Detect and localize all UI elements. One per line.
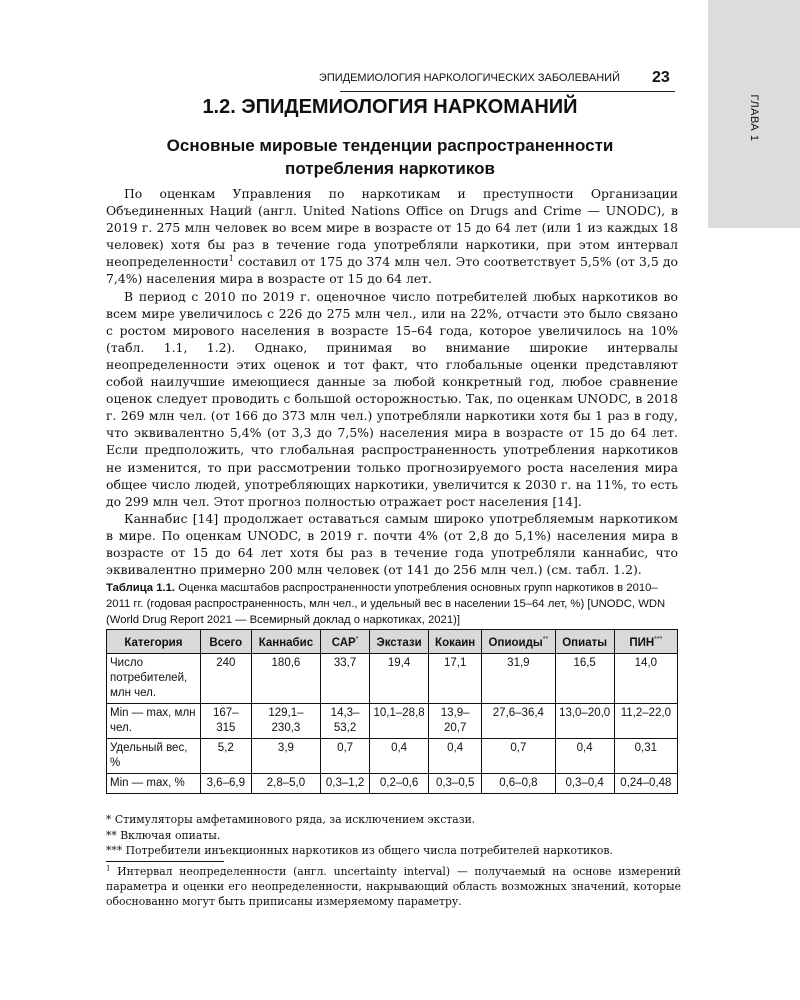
paragraph-1-part-b: составил от 175 до 374 млн чел. Это соответствует 5,5% (от 3,5 до 7,4%) населения мира в возрасте от 15 до 64 лет.	[106, 254, 678, 287]
paragraph-1-part-a: По оценкам Управления по наркотикам и преступности Организации Объединенных Наций (англ. United Nations Office on Drugs and Crime — UNODC), в 2019 г. 275 млн человек во всем мире в возрасте от 15 до 64 лет (или 1 из каждых 18 человек) хотя бы раз в течение года употребляли наркотики, при этом интервал неопределенности	[106, 186, 678, 270]
table-cell: 33,7	[321, 653, 370, 703]
row-label: Число потребителей, млн чел.	[107, 653, 201, 703]
table-cell: 0,31	[614, 738, 677, 773]
table-cell: 13,0–20,0	[555, 703, 614, 738]
column-header: Кокаин	[429, 630, 482, 654]
column-header: Экстази	[370, 630, 429, 654]
header-rule	[340, 91, 675, 92]
row-label: Min — max, млн чел.	[107, 703, 201, 738]
table-cell: 13,9–20,7	[429, 703, 482, 738]
table-cell: 0,6–0,8	[482, 773, 555, 793]
running-title: ЭПИДЕМИОЛОГИЯ НАРКОЛОГИЧЕСКИХ ЗАБОЛЕВАНИЙ	[318, 72, 620, 84]
table-cell: 14,3–53,2	[321, 703, 370, 738]
subsection-title: Основные мировые тенденции распространенности потребления наркотиков	[166, 136, 614, 178]
table-row	[107, 653, 678, 703]
table-note: * Стимуляторы амфетаминового ряда, за исключением экстази.	[106, 813, 476, 826]
column-header: Опиоиды**	[482, 630, 555, 654]
table-cell: 129,1–230,3	[251, 703, 320, 738]
table-cell: 14,0	[614, 653, 677, 703]
table-row	[107, 773, 678, 793]
table-cell: 2,8–5,0	[251, 773, 320, 793]
table-caption-label: Таблица 1.1.	[106, 582, 176, 594]
footnote	[106, 864, 681, 909]
footnote-rule	[106, 861, 224, 862]
table-cell: 0,4	[429, 738, 482, 773]
data-table	[106, 629, 678, 794]
table-cell: 167–315	[200, 703, 251, 738]
table-cell: 10,1–28,8	[370, 703, 429, 738]
table-cell: 0,3–0,4	[555, 773, 614, 793]
body-text	[106, 185, 678, 578]
table-row	[107, 738, 678, 773]
table-cell: 0,4	[370, 738, 429, 773]
table-cell: 0,3–0,5	[429, 773, 482, 793]
table-cell: 0,4	[555, 738, 614, 773]
table-cell: 17,1	[429, 653, 482, 703]
column-header: Каннабис	[251, 630, 320, 654]
paragraph-2: В период с 2010 по 2019 г. оценочное число потребителей любых наркотиков во всем мире увеличилось с 226 до 275 млн чел., или на 22%, отчасти это было связано с ростом мирового населения в возрасте 15–64 года, которое увеличилось на 10% (табл. 1.1, 1.2). Однако, принимая во внимание широкие интервалы неопределенности этих оценок и тот факт, что глобальные оценки представляют собой наилучшие имеющиеся данные за любой конкретный год, любое сравнение оценок следует проводить с большой осторожностью. Так, по оценкам UNODC, в 2018 г. 269 млн чел. (от 166 до 373 млн чел.) употребляли наркотики хотя бы 1 раз в году, что эквивалентно 5,4% (от 3,3 до 7,5%) населения мира в возрасте от 15 до 64 лет. Если предположить, что глобальная распространенность употребления наркотиков не изменится, то при рассмотрении только прогнозируемого роста населения мира общее число людей, употребляющих наркотики, увеличится к 2030 г. на 11%, то есть до 299 млн чел. Этот прогноз полностью отражает рост населения [14].	[106, 288, 678, 509]
table-header-row	[107, 630, 678, 654]
table-cell: 0,2–0,6	[370, 773, 429, 793]
paragraph-3: Каннабис [14] продолжает оставаться самым широко употребляемым наркотиком в мире. По оценкам UNODC, в 2019 г. почти 4% (от 2,8 до 5,1%) населения мира в возрасте от 15 до 64 лет хотя бы раз в течение года употребляли каннабис, что эквивалентно примерно 200 млн человек (от 141 до 256 млн чел.) (см. табл. 1.2).	[106, 510, 678, 578]
table-cell: 31,9	[482, 653, 555, 703]
column-header: САР*	[321, 630, 370, 654]
column-header: Всего	[200, 630, 251, 654]
row-label: Min — max, %	[107, 773, 201, 793]
table-caption-text: Оценка масштабов распространенности употребления основных групп наркотиков в 2010–2011 гг. (годовая распространенность, млн чел., и удельный вес в населении 15–64 лет, %) [UNODC, WDN (World Drug Report 2021 — Всемирный доклад о наркотиках, 2021)]	[106, 582, 666, 626]
column-header: ПИН***	[614, 630, 677, 654]
section-title: 1.2. ЭПИДЕМИОЛОГИЯ НАРКОМАНИЙ	[202, 96, 578, 118]
table-cell: 0,24–0,48	[614, 773, 677, 793]
table-cell: 16,5	[555, 653, 614, 703]
table-row	[107, 703, 678, 738]
footnote-text: Интервал неопределенности (англ. uncertainty interval) — получаемый на основе измерений параметра и оценки его неопределенности, накрывающий область возможных значений, которые обоснованно могут быть приписаны измеряемому параметру.	[106, 865, 681, 908]
table-cell: 27,6–36,4	[482, 703, 555, 738]
table-notes	[106, 812, 681, 859]
chapter-side-tab	[708, 0, 800, 228]
table-cell: 3,6–6,9	[200, 773, 251, 793]
table-cell: 240	[200, 653, 251, 703]
footnote-ref: 1	[228, 254, 234, 264]
table-cell: 0,3–1,2	[321, 773, 370, 793]
table-cell: 0,7	[321, 738, 370, 773]
table-caption	[106, 580, 681, 628]
row-label: Удельный вес, %	[107, 738, 201, 773]
page-number: 23	[652, 69, 670, 86]
column-header: Опиаты	[555, 630, 614, 654]
table-cell: 11,2–22,0	[614, 703, 677, 738]
column-header: Категория	[107, 630, 201, 654]
paragraph-1	[106, 185, 678, 288]
table-cell: 0,7	[482, 738, 555, 773]
chapter-label: ГЛАВА 1	[748, 94, 760, 142]
footnote-mark: 1	[106, 864, 111, 873]
table-cell: 19,4	[370, 653, 429, 703]
table-note: *** Потребители инъекционных наркотиков из общего числа потребителей наркотиков.	[106, 844, 613, 858]
table-note: ** Включая опиаты.	[106, 828, 221, 842]
table-cell: 5,2	[200, 738, 251, 773]
table-cell: 180,6	[251, 653, 320, 703]
table-cell: 3,9	[251, 738, 320, 773]
